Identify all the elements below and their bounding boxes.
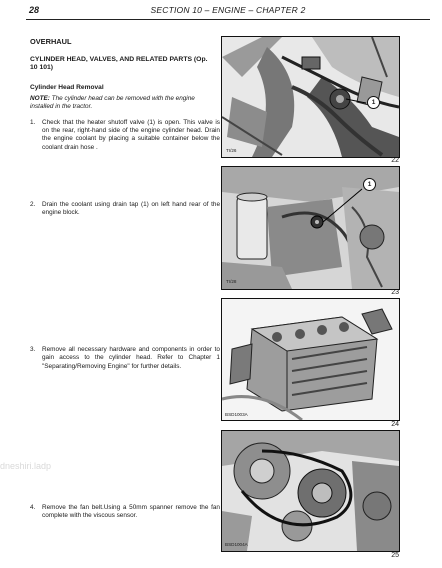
figure-22-heater-valve <box>221 36 400 158</box>
figure-code: BSD1004A <box>225 542 248 547</box>
step-2: 2. Drain the coolant using drain tap (1) on left hand rear of the engine block. <box>30 200 220 217</box>
callout-1: 1 <box>363 178 376 191</box>
overhaul-heading: OVERHAUL <box>30 37 72 46</box>
figure-24-engine-block <box>221 298 400 421</box>
removal-heading: Cylinder Head Removal <box>30 84 104 91</box>
callout-1: 1 <box>367 96 380 109</box>
step-1: 1. Check that the heater shutoff valve (1) is open. This valve is on the rear, right-hand side of the engine cylinder head. Drain the engine coolant by placing a suitable container below the coolant drain hose . <box>30 119 220 151</box>
note-label: NOTE: <box>30 95 50 102</box>
header-divider <box>26 19 430 20</box>
figure-22-number: 22 <box>391 157 399 164</box>
section-subtitle: CYLINDER HEAD, VALVES, AND RELATED PARTS (Op. 10 101) <box>30 56 208 72</box>
watermark-text: dneshiri.ladp <box>0 461 52 471</box>
page-header <box>26 5 430 19</box>
figure-code: TI/28 <box>226 279 237 284</box>
figure-25-fan-removal <box>221 430 400 552</box>
page-number: 28 <box>29 5 40 15</box>
figure-23-drain-tap <box>221 166 400 290</box>
step-3: 3. Remove all necessary hardware and components in order to gain access to the cylinder head. Refer to Chapter 1 "Separating/Removing Engine" for further details. <box>30 346 220 370</box>
step-4: 4. Remove the fan belt.Using a 50mm spanner remove the fan complete with the viscous sensor. <box>30 503 220 520</box>
figure-23-number: 23 <box>391 289 399 296</box>
figure-25-number: 25 <box>391 552 399 559</box>
note-paragraph <box>30 95 208 111</box>
section-title: SECTION 10 – ENGINE – CHAPTER 2 <box>150 5 306 15</box>
figure-code: BSD1003A <box>225 412 248 417</box>
figure-24-number: 24 <box>391 421 399 428</box>
note-text: The cylinder head can be removed with the engine installed in the tractor. <box>30 95 195 111</box>
figure-code: TI/26 <box>226 148 237 153</box>
